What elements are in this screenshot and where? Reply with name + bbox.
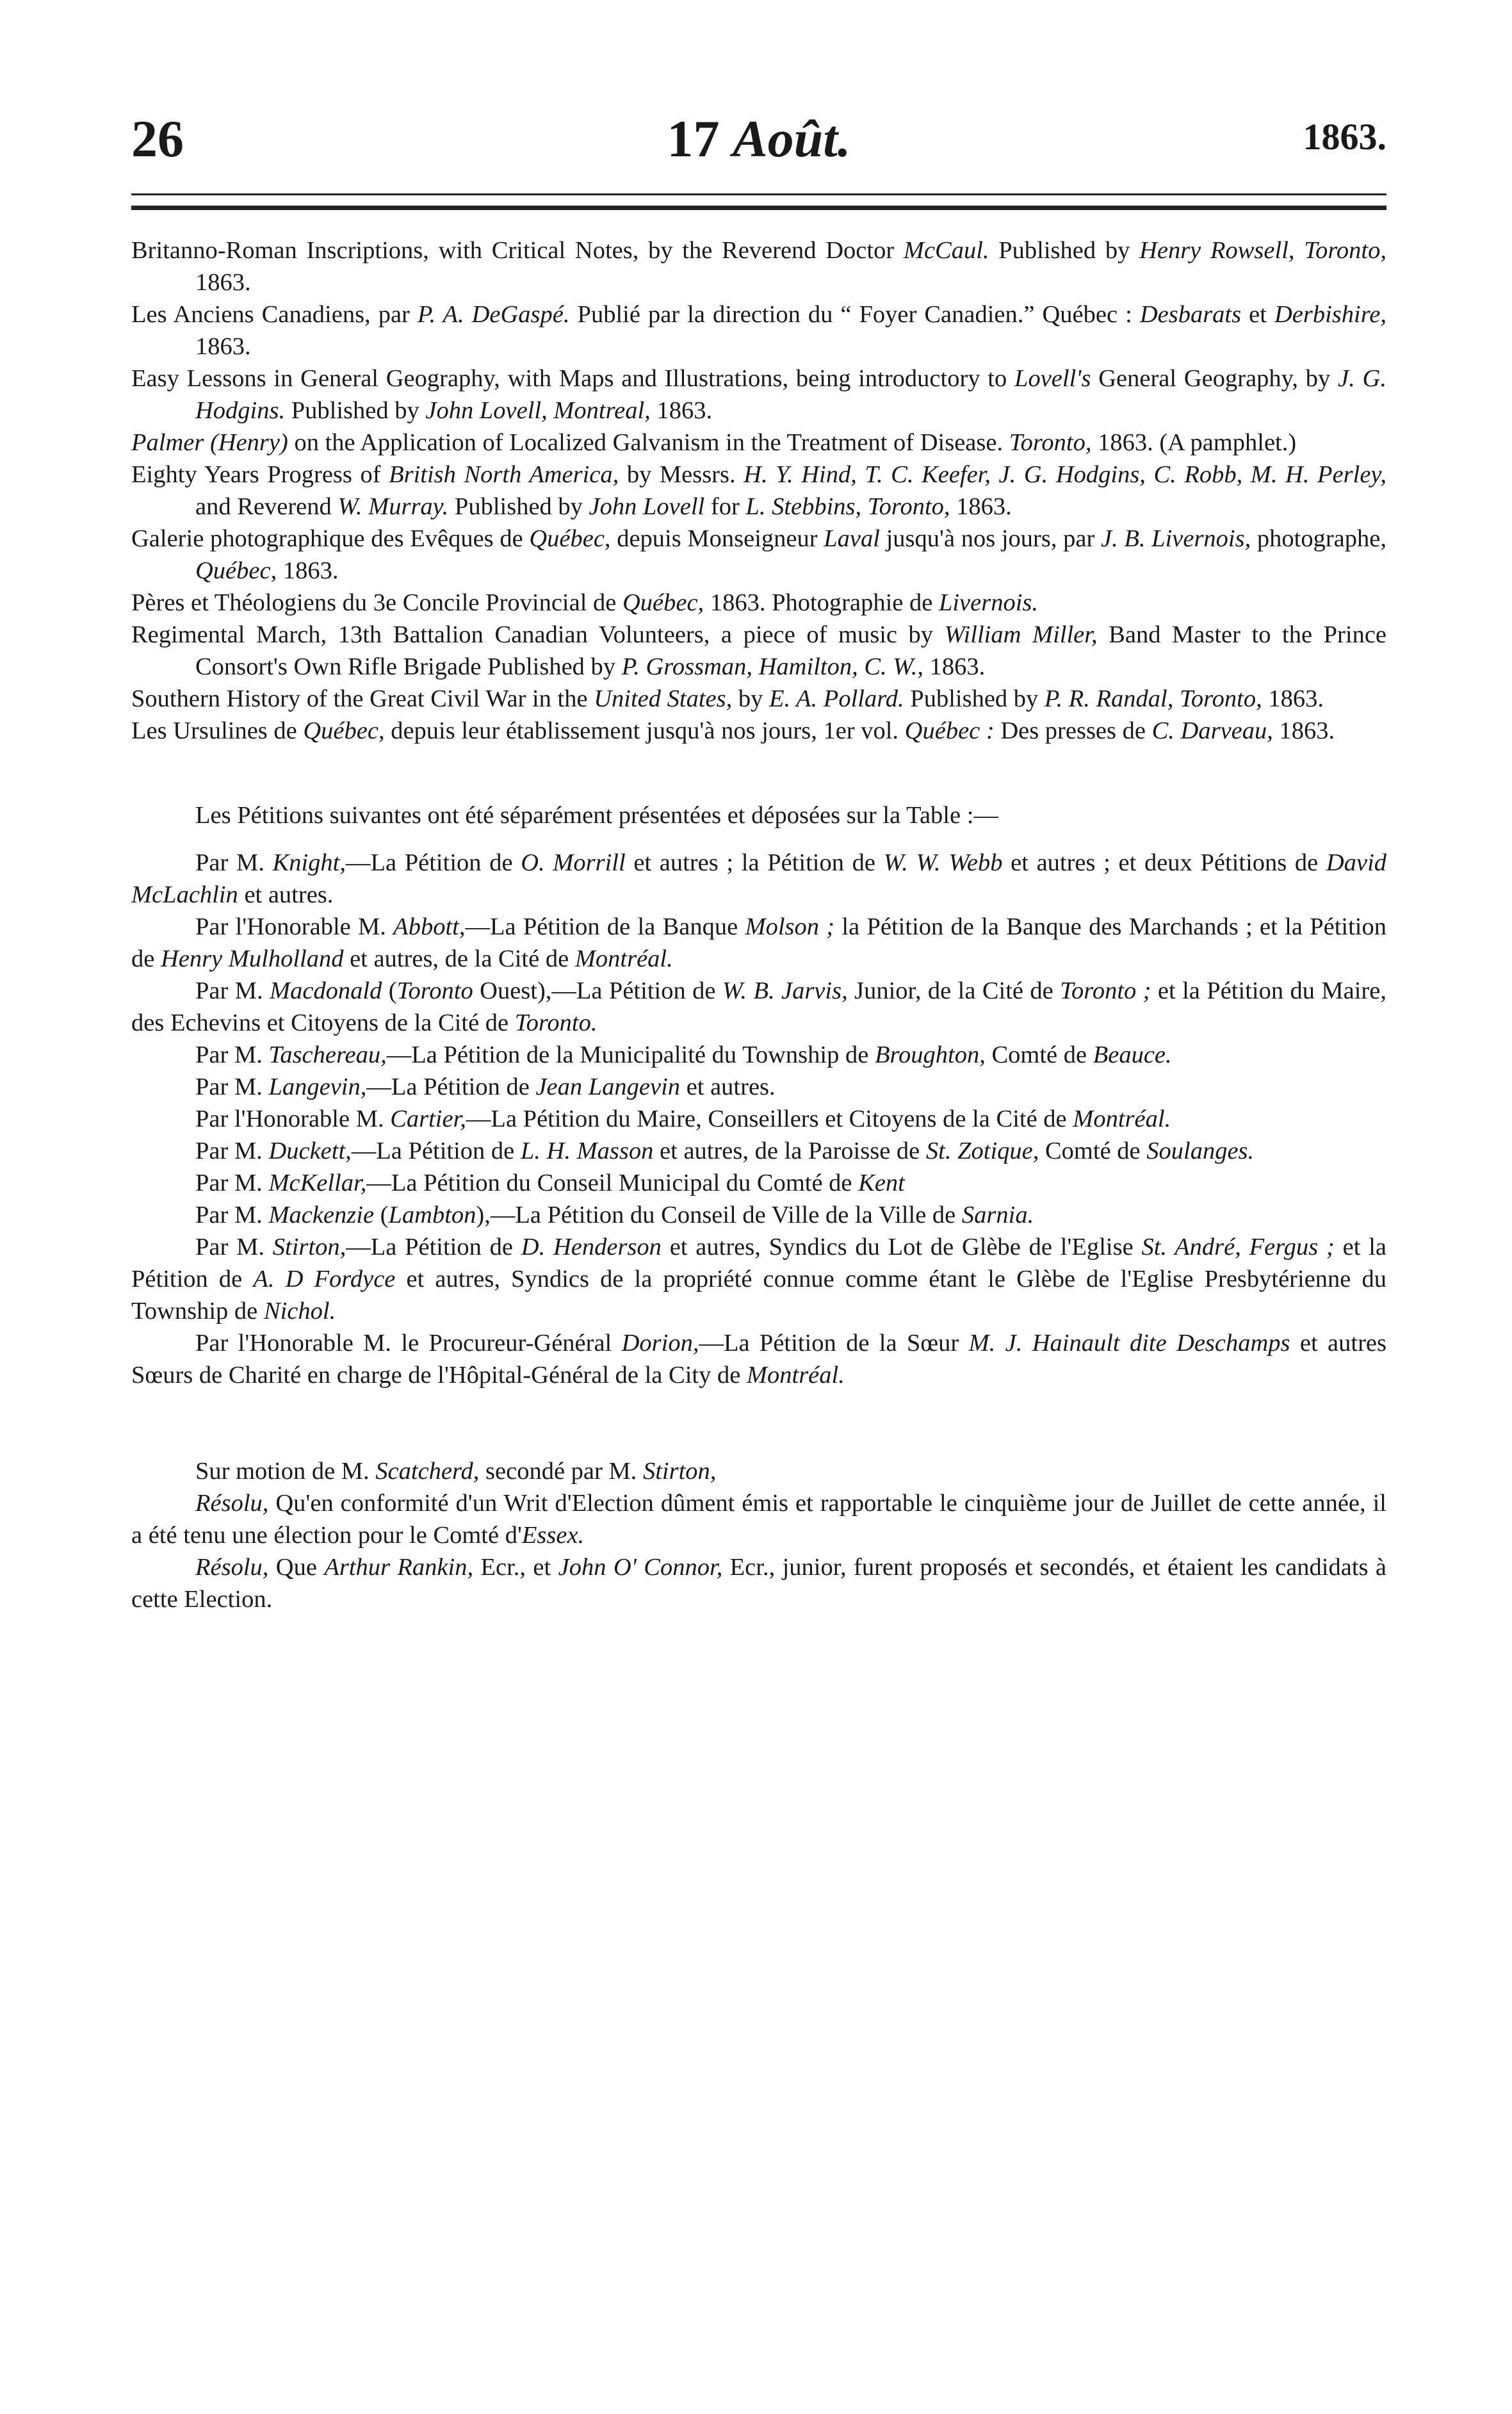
italic-run: Résolu, <box>195 1490 269 1517</box>
italic-run: Résolu, <box>195 1554 269 1581</box>
text-run: secondé par M. <box>479 1458 643 1485</box>
italic-run: Laval <box>824 525 880 552</box>
italic-run: Lovell's <box>1014 365 1091 392</box>
petitions-list <box>131 847 1386 1391</box>
text-run: Pères et Théologiens du 3e Concile Provincial de <box>131 589 622 616</box>
italic-run: Montréal. <box>1073 1105 1171 1132</box>
text-run: et autres, Syndics du Lot de Glèbe de l'Eglise <box>661 1234 1142 1260</box>
text-run: jusqu'à nos jours, par <box>879 525 1101 552</box>
header-date <box>131 109 1386 169</box>
italic-run: W. W. Webb <box>883 849 1003 876</box>
italic-run: Mackenzie <box>268 1202 375 1228</box>
text-run: —La Pétition de la Municipalité du Township de <box>386 1041 875 1068</box>
page-header <box>131 109 1386 186</box>
italic-run: Essex. <box>521 1522 585 1549</box>
text-run: —La Pétition du Conseil Municipal du Comté de <box>366 1170 859 1196</box>
italic-run: P. R. Randal, Toronto, <box>1044 685 1262 712</box>
publication-entry <box>131 715 1386 747</box>
text-run: by <box>732 685 769 712</box>
italic-run: David McLachlin <box>131 849 1387 908</box>
text-run: for <box>704 493 746 520</box>
italic-run: Jean Langevin <box>535 1073 681 1100</box>
italic-run: McCaul. <box>903 237 989 264</box>
text-run: et <box>1241 301 1274 328</box>
italic-run: Québec, <box>622 589 704 616</box>
italic-run: A. D Fordyce <box>253 1266 396 1293</box>
text-run: Ecr., et <box>473 1554 558 1581</box>
text-run: Regimental March, 13th Battalion Canadian Volunteers, a piece of music by <box>131 621 945 648</box>
motion-paragraph <box>131 1551 1386 1615</box>
italic-run: Soulanges. <box>1146 1138 1255 1164</box>
text-run: 1863. <box>277 557 339 584</box>
page-number: 26 <box>131 110 184 168</box>
text-run: Published by <box>989 237 1140 264</box>
text-run: Les Anciens Canadiens, par <box>131 301 418 328</box>
italic-run: D. Henderson <box>521 1234 662 1260</box>
text-run: et autres. <box>680 1073 776 1100</box>
italic-run: Taschereau, <box>268 1041 387 1068</box>
motion-paragraph <box>131 1487 1386 1551</box>
text-run: et autres. <box>238 881 334 908</box>
text-run: 1863. Photographie de <box>704 589 939 616</box>
text-run: ( <box>382 977 397 1004</box>
text-run: Published by <box>448 493 589 520</box>
petition-paragraph <box>131 1135 1386 1167</box>
text-run: by Messrs. <box>619 461 744 488</box>
text-run: on the Application of Localized Galvanism in the Treatment of Disease. <box>288 429 1009 456</box>
text-run: Par M. <box>195 1138 269 1164</box>
petition-paragraph <box>131 1039 1386 1071</box>
italic-run: Derbishire, <box>1274 301 1387 328</box>
italic-run: John Lovell, Montreal, <box>425 397 651 424</box>
italic-run: Broughton, <box>874 1041 986 1068</box>
publication-entry <box>131 619 1386 683</box>
text-run: 1863. <box>1262 685 1324 712</box>
petition-paragraph <box>131 1167 1386 1199</box>
italic-run: Québec, <box>529 525 611 552</box>
text-run: et autres Sœurs de Charité en charge de l'Hôpital-Général de la City de <box>131 1330 1386 1389</box>
text-run: Par M. <box>195 977 270 1004</box>
text-run: 1863. <box>1272 717 1335 744</box>
italic-run: O. Morrill <box>521 849 626 876</box>
text-run: 1863. (A pamphlet.) <box>1091 429 1297 456</box>
publication-entry <box>131 523 1386 587</box>
italic-run: P. A. DeGaspé. <box>417 301 570 328</box>
italic-run: Arthur Rankin, <box>324 1554 474 1581</box>
text-run: General Geography, by <box>1091 365 1338 392</box>
italic-run: Montréal. <box>574 945 673 972</box>
petition-paragraph <box>131 847 1386 911</box>
text-run: Band Master to the Prince Consort's Own Rifle Brigade Published by <box>195 621 1386 680</box>
text-run: 1863. <box>650 397 713 424</box>
italic-run: Molson ; <box>745 913 835 940</box>
text-run: Par l'Honorable M. le Procureur-Général <box>195 1330 622 1357</box>
publication-entry <box>131 459 1386 523</box>
text-run: Junior, de la Cité de <box>847 977 1061 1004</box>
text-run: Britanno-Roman Inscriptions, with Critical Notes, by the Reverend Doctor <box>131 237 904 264</box>
italic-run: L. H. Masson <box>520 1138 654 1164</box>
text-run: Par M. <box>195 1234 273 1260</box>
text-run: Des presses de <box>994 717 1152 744</box>
italic-run: Duckett, <box>268 1138 352 1164</box>
italic-run: Langevin, <box>268 1073 367 1100</box>
text-run: Par l'Honorable M. <box>195 1105 391 1132</box>
italic-run: Henry Mulholland <box>160 945 344 972</box>
italic-run: John Lovell <box>589 493 705 520</box>
petition-paragraph <box>131 1231 1386 1327</box>
italic-run: Kent <box>858 1170 905 1196</box>
text-run: 1863. <box>195 333 251 360</box>
text-run: Published by <box>904 685 1045 712</box>
petition-paragraph <box>131 911 1386 975</box>
italic-run: St. Zotique, <box>925 1138 1039 1164</box>
italic-run: Henry Rowsell, Toronto, <box>1139 237 1386 264</box>
text-run: depuis Monseigneur <box>610 525 824 552</box>
text-run: 1863. <box>923 653 986 680</box>
publication-entry <box>131 298 1386 363</box>
petition-paragraph <box>131 1071 1386 1103</box>
text-run: Publié par la direction du “ Foyer Canadien.” Québec : <box>569 301 1140 328</box>
petitions-intro: Les Pétitions suivantes ont été séparément présentées et déposées sur la Table :— <box>195 802 998 829</box>
italic-run: Palmer (Henry) <box>131 429 288 456</box>
italic-run: McKellar, <box>268 1170 367 1196</box>
text-run: Comté de <box>985 1041 1093 1068</box>
italic-run: Desbarats <box>1139 301 1242 328</box>
publication-entry <box>131 587 1386 619</box>
text-run: —La Pétition du Maire, Conseillers et Citoyens de la Cité de <box>466 1105 1073 1132</box>
text-run: Ouest),—La Pétition de <box>473 977 722 1004</box>
text-run: ),—La Pétition du Conseil de Ville de la Ville de <box>476 1202 962 1228</box>
italic-run: Toronto, <box>1009 429 1092 456</box>
text-run: Sur motion de M. <box>195 1458 376 1485</box>
italic-run: Montréal. <box>746 1362 845 1389</box>
italic-run: E. A. Pollard. <box>768 685 904 712</box>
text-run: et la Pétition du Maire, des Echevins et Citoyens de la Cité de <box>131 977 1386 1036</box>
text-run: Eighty Years Progress of <box>131 461 389 488</box>
text-run: —La Pétition de <box>346 1234 521 1260</box>
italic-run: Macdonald <box>270 977 382 1004</box>
publication-entry <box>131 683 1386 715</box>
text-run: Par M. <box>195 1170 269 1196</box>
text-run: depuis leur établissement jusqu'à nos jours, 1er vol. <box>384 717 905 744</box>
italic-run: Cartier, <box>390 1105 466 1132</box>
italic-run: Toronto ; <box>1060 977 1151 1004</box>
text-run: 1863. <box>195 269 251 296</box>
text-run: —La Pétition de la Sœur <box>699 1330 969 1357</box>
italic-run: Toronto. <box>514 1009 597 1036</box>
italic-run: Beauce. <box>1093 1041 1172 1068</box>
italic-run: United States, <box>594 685 733 712</box>
text-run: 1863. <box>950 493 1012 520</box>
motion-paragraph <box>131 1455 1386 1487</box>
italic-run: J. G. Hodgins. <box>195 365 1386 424</box>
italic-run: Livernois. <box>938 589 1039 616</box>
petition-paragraph <box>131 1103 1386 1135</box>
text-run: Par M. <box>195 849 273 876</box>
italic-run: Nichol. <box>263 1298 336 1325</box>
text-run: Ecr., junior, furent proposés et secondés, et étaient les candidats à cette Election. <box>131 1554 1386 1613</box>
italic-run: Abbott, <box>393 913 466 940</box>
text-run: —La Pétition de la Banque <box>465 913 745 940</box>
journal-page <box>131 109 1386 1615</box>
petition-paragraph <box>131 1327 1386 1391</box>
petition-paragraph <box>131 975 1386 1039</box>
header-month: Août. <box>732 110 851 168</box>
italic-run: Québec : <box>904 717 995 744</box>
text-run: photographe, <box>1251 525 1386 552</box>
text-run: et autres, de la Cité de <box>343 945 575 972</box>
italic-run: Stirton, <box>272 1234 346 1260</box>
publication-entry <box>131 427 1386 459</box>
italic-run: P. Grossman, Hamilton, C. W., <box>621 653 924 680</box>
italic-run: H. Y. Hind, T. C. Keefer, J. G. Hodgins, C. Robb, M. H. Perley, <box>744 461 1387 488</box>
italic-run: Stirton, <box>642 1458 717 1485</box>
italic-run: Dorion, <box>621 1330 699 1357</box>
italic-run: St. André, Fergus ; <box>1141 1234 1335 1260</box>
text-run: Galerie photographique des Evêques de <box>131 525 530 552</box>
publication-entry <box>131 234 1386 298</box>
text-run: and Reverend <box>195 493 338 520</box>
motion-section <box>131 1455 1386 1615</box>
italic-run: Québec, <box>195 557 277 584</box>
text-run: Par M. <box>195 1041 269 1068</box>
text-run: —La Pétition de <box>366 1073 536 1100</box>
italic-run: Québec, <box>303 717 385 744</box>
text-run: Easy Lessons in General Geography, with Maps and Illustrations, being introductory to <box>131 365 1015 392</box>
text-run: Par l'Honorable M. <box>195 913 394 940</box>
header-rule <box>131 193 1386 210</box>
italic-run: W. B. Jarvis, <box>722 977 848 1004</box>
petition-paragraph <box>131 1199 1386 1231</box>
italic-run: Sarnia. <box>961 1202 1034 1228</box>
publication-entry <box>131 363 1386 427</box>
text-run: Les Ursulines de <box>131 717 304 744</box>
header-year: 1863. <box>1303 116 1386 158</box>
italic-run: William Miller, <box>944 621 1098 648</box>
header-day: 17 <box>667 110 720 168</box>
text-run: Qu'en conformité d'un Writ d'Election dûment émis et rapportable le cinquième jour de Juillet de cette année, il a été tenu une élection pour le Comté d' <box>131 1490 1386 1549</box>
text-run: Comté de <box>1039 1138 1147 1164</box>
text-run: et autres, Syndics de la propriété connue comme étant le Glèbe de l'Eglise Presbytérienne du Township de <box>131 1266 1386 1325</box>
text-run: et autres, de la Paroisse de <box>653 1138 926 1164</box>
italic-run: J. B. Livernois, <box>1100 525 1251 552</box>
text-run: et autres ; la Pétition de <box>625 849 884 876</box>
publications-list <box>131 234 1386 747</box>
italic-run: L. Stebbins, Toronto, <box>745 493 950 520</box>
text-run: —La Pétition de <box>351 1138 521 1164</box>
italic-run: Knight, <box>272 849 346 876</box>
text-run: Published by <box>285 397 426 424</box>
text-run: Par M. <box>195 1202 269 1228</box>
text-run: Par M. <box>195 1073 269 1100</box>
italic-run: John O' Connor, <box>558 1554 723 1581</box>
italic-run: Lambton <box>388 1202 476 1228</box>
italic-run: C. Darveau, <box>1151 717 1273 744</box>
text-run: ( <box>374 1202 389 1228</box>
italic-run: Scatcherd, <box>375 1458 480 1485</box>
text-run: Southern History of the Great Civil War in the <box>131 685 594 712</box>
text-run: et autres ; et deux Pétitions de <box>1002 849 1326 876</box>
text-run: Que <box>268 1554 325 1581</box>
italic-run: British North America, <box>389 461 619 488</box>
italic-run: Toronto <box>396 977 473 1004</box>
italic-run: W. Murray. <box>337 493 449 520</box>
text-run: et la Pétition de <box>131 1234 1386 1293</box>
text-run: la Pétition de la Banque des Marchands ; et la Pétition de <box>131 913 1386 972</box>
italic-run: M. J. Hainault dite Deschamps <box>968 1330 1290 1357</box>
text-run: —La Pétition de <box>345 849 521 876</box>
